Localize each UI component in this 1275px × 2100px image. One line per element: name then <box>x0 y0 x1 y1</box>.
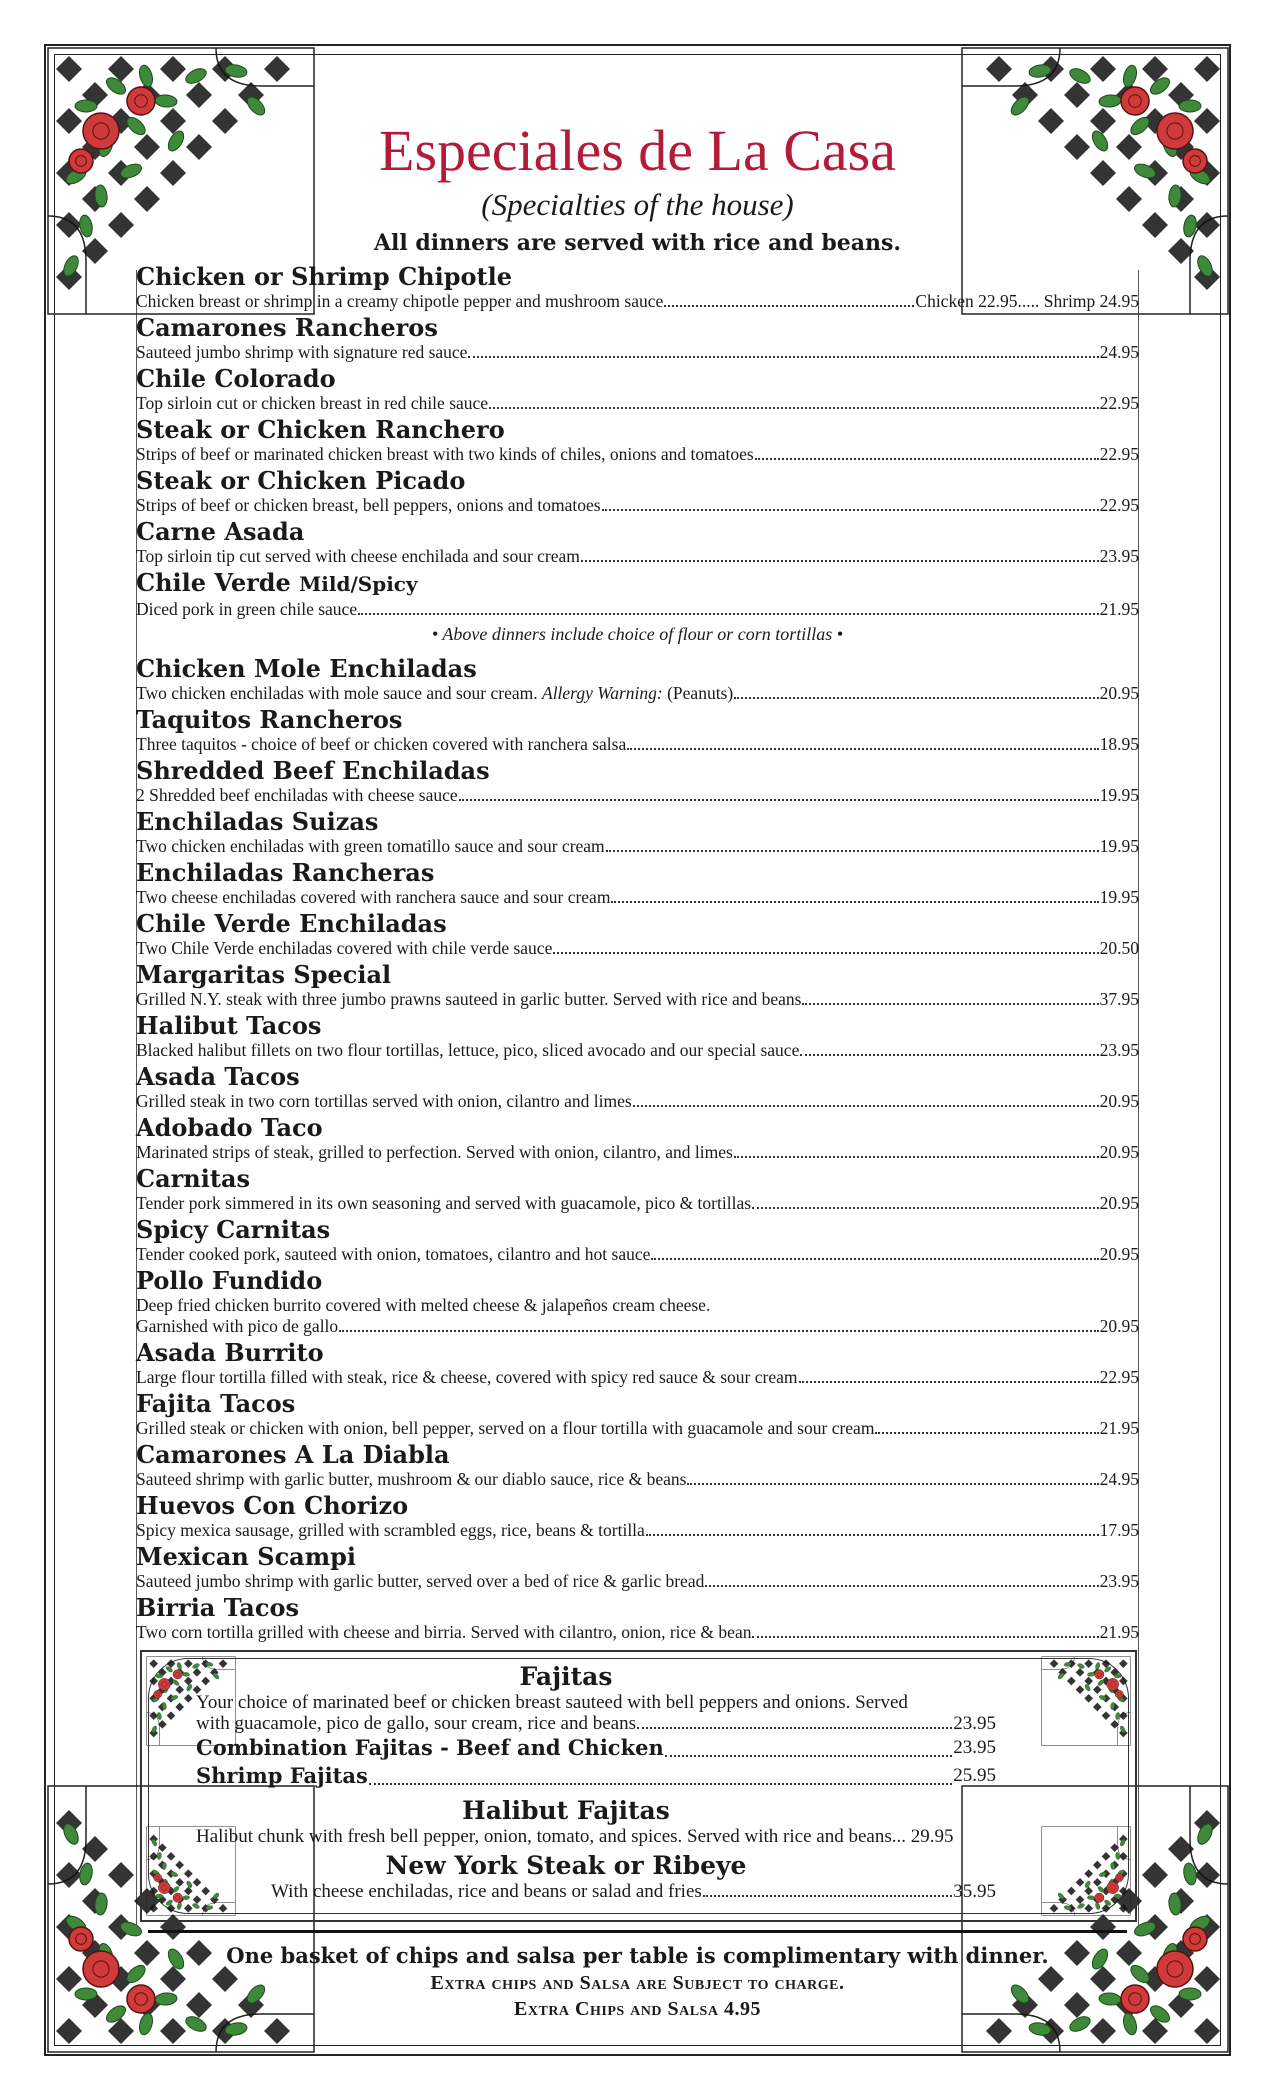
leader-dots <box>734 1142 1099 1163</box>
item-desc: Strips of beef or chicken breast, bell peppers, onions and tomatoes <box>136 495 601 515</box>
item-price: 20.95 <box>1099 1316 1139 1336</box>
item-name: Chicken or Shrimp Chipotle <box>136 262 512 291</box>
item-line <box>136 1520 1139 1541</box>
item-name: Carnitas <box>136 1164 251 1193</box>
item-price: 23.95 <box>1099 1571 1139 1591</box>
item-name: Steak or Chicken Picado <box>136 466 466 495</box>
item-name: Birria Tacos <box>136 1593 299 1622</box>
leader-dots <box>581 546 1099 567</box>
item-name: Enchiladas Rancheras <box>136 858 435 887</box>
item-name: Chicken Mole Enchiladas <box>136 654 477 683</box>
leader-dots <box>755 444 1099 465</box>
menu-item <box>136 1266 1139 1338</box>
item-price: 19.95 <box>1099 785 1139 805</box>
item-line <box>136 836 1139 857</box>
item-name: Taquitos Rancheros <box>136 705 403 734</box>
item-desc: Blacked halibut fillets on two flour tortillas, lettuce, pico, sliced avocado and our special sauce <box>136 1040 800 1060</box>
item-price: 23.95 <box>1099 546 1139 566</box>
menu-item <box>136 1164 1139 1215</box>
extra-chips-note: Extra chips and Salsa are Subject to charge. <box>430 1972 845 1994</box>
leader-dots <box>802 989 1098 1010</box>
leader-dots <box>637 1713 952 1734</box>
item-line <box>136 1367 1139 1388</box>
item-price: 21.95 <box>1099 1622 1139 1642</box>
menu-item <box>136 1113 1139 1164</box>
fajitas-price: 23.95 <box>953 1713 996 1734</box>
menu-header <box>0 118 1275 258</box>
combo-fajitas-name: Combination Fajitas - Beef and Chicken <box>196 1735 664 1760</box>
leader-dots <box>553 938 1098 959</box>
item-line <box>136 1193 1139 1214</box>
item-price: 19.95 <box>1099 836 1139 856</box>
page-title: Especiales de La Casa <box>379 118 896 183</box>
item-name: Chile Verde Enchiladas <box>136 909 447 938</box>
item-line <box>136 291 1139 312</box>
item-price: 21.95 <box>1099 1418 1139 1438</box>
item-price: Chicken 22.95..... Shrimp 24.95 <box>915 291 1139 311</box>
dinner-note: All dinners are served with rice and beans. <box>373 230 902 256</box>
item-desc: Sauteed shrimp with garlic butter, mushroom & our diablo sauce, rice & beans <box>136 1469 687 1489</box>
item-name: Steak or Chicken Ranchero <box>136 415 505 444</box>
menu-item <box>136 1011 1139 1062</box>
item-name: Adobado Taco <box>136 1113 323 1142</box>
item-desc: Two cheese enchiladas covered with ranchera sauce and sour cream <box>136 887 611 907</box>
item-name: Fajita Tacos <box>136 1389 296 1418</box>
item-price: 20.95 <box>1099 1244 1139 1264</box>
menu-item <box>136 858 1139 909</box>
leader-dots <box>611 887 1098 908</box>
fajitas-title: Fajitas <box>519 1662 613 1691</box>
item-price: 22.95 <box>1099 1367 1139 1387</box>
item-line <box>136 495 1139 516</box>
item-desc: Two chicken enchiladas with mole sauce and sour cream. Allergy Warning: (Peanuts) <box>136 683 734 703</box>
fajitas-desc-cont: with guacamole, pico de gallo, sour cream, rice and beans <box>196 1713 636 1734</box>
item-desc: Diced pork in green chile sauce <box>136 599 358 619</box>
item-line <box>136 887 1139 908</box>
item-desc: Two Chile Verde enchiladas covered with chile verde sauce <box>136 938 553 958</box>
item-line <box>136 1469 1139 1490</box>
item-line <box>136 734 1139 755</box>
item-name: Asada Burrito <box>136 1338 324 1367</box>
item-desc: Sauteed jumbo shrimp with garlic butter, served over a bed of rice & garlic bread <box>136 1571 705 1591</box>
tortilla-note: • Above dinners include choice of flour or corn tortillas • <box>431 624 844 644</box>
leader-dots <box>752 1193 1099 1214</box>
item-line <box>136 1418 1139 1439</box>
fajitas-desc-line <box>196 1713 996 1734</box>
menu-item <box>136 1542 1139 1593</box>
steak-desc: With cheese enchiladas, rice and beans or salad and fries <box>271 1881 702 1902</box>
leader-dots <box>687 1469 1098 1490</box>
leader-dots <box>800 1040 1098 1061</box>
halibut-fajitas-price: 29.95 <box>910 1826 954 1847</box>
menu-item <box>136 960 1139 1011</box>
item-price: 22.95 <box>1099 444 1139 464</box>
footer <box>0 1942 1275 2022</box>
item-desc: Chicken breast or shrimp in a creamy chipotle pepper and mushroom sauce <box>136 291 664 311</box>
item-desc: Tender cooked pork, sauteed with onion, tomatoes, cilantro and hot sauce <box>136 1244 651 1264</box>
item-desc: 2 Shredded beef enchiladas with cheese sauce <box>136 785 458 805</box>
leader-dots <box>369 1762 952 1790</box>
leader-dots <box>633 1091 1099 1112</box>
item-line <box>136 989 1139 1010</box>
leader-dots <box>665 1734 952 1762</box>
item-desc: Two corn tortilla grilled with cheese and birria. Served with cilantro, onion, rice & bean <box>136 1622 752 1642</box>
menu-item <box>136 756 1139 807</box>
item-name-suffix: Mild/Spicy <box>299 572 418 596</box>
menu-item <box>136 807 1139 858</box>
item-desc: Sauteed jumbo shrimp with signature red sauce <box>136 342 468 362</box>
menu-item <box>136 1389 1139 1440</box>
item-name: Asada Tacos <box>136 1062 300 1091</box>
item-name: Enchiladas Suizas <box>136 807 379 836</box>
footer-divider <box>148 1930 1127 1933</box>
menu-item <box>136 364 1139 415</box>
item-desc: Garnished with pico de gallo <box>136 1316 339 1336</box>
menu-item <box>136 1062 1139 1113</box>
leader-dots <box>489 393 1099 414</box>
item-line <box>136 1040 1139 1061</box>
item-desc: Tender pork simmered in its own seasoning and served with guacamole, pico & tortillas <box>136 1193 752 1213</box>
menu-item <box>136 415 1139 466</box>
menu-item <box>136 909 1139 960</box>
item-line <box>136 444 1139 465</box>
menu-item <box>136 1593 1139 1644</box>
halibut-fajitas-desc: Halibut chunk with fresh bell pepper, onion, tomato, and spices. Served with rice and beans... <box>196 1826 906 1847</box>
combo-fajitas-price: 23.95 <box>953 1737 996 1758</box>
item-desc: Marinated strips of steak, grilled to perfection. Served with onion, cilantro, and limes <box>136 1142 733 1162</box>
item-price: 24.95 <box>1099 342 1139 362</box>
steak-price: 35.95 <box>953 1881 996 1902</box>
item-name: Pollo Fundido <box>136 1266 323 1295</box>
extra-chips-price: Extra Chips and Salsa 4.95 <box>514 1998 761 2020</box>
item-desc: Deep fried chicken burrito covered with melted cheese & jalapeños cream cheese. <box>136 1295 711 1315</box>
item-desc: Grilled N.Y. steak with three jumbo prawns sauteed in garlic butter. Served with rice and beans <box>136 989 802 1009</box>
leader-dots <box>705 1571 1098 1592</box>
allergy-warning-label: Allergy Warning: <box>542 683 663 703</box>
item-price: 20.95 <box>1099 1091 1139 1111</box>
item-name: Camarones Rancheros <box>136 313 438 342</box>
menu-item <box>136 654 1139 705</box>
item-price: 22.95 <box>1099 393 1139 413</box>
item-line <box>136 785 1139 806</box>
item-desc: Spicy mexica sausage, grilled with scrambled eggs, rice, beans & tortilla <box>136 1520 645 1540</box>
item-price: 18.95 <box>1099 734 1139 754</box>
item-desc: Strips of beef or marinated chicken breast with two kinds of chiles, onions and tomatoes <box>136 444 754 464</box>
leader-dots <box>734 683 1098 704</box>
halibut-fajitas-line <box>196 1826 1096 1847</box>
item-price: 21.95 <box>1099 599 1139 619</box>
item-name: Shredded Beef Enchiladas <box>136 756 490 785</box>
chips-note: One basket of chips and salsa per table is complimentary with dinner. <box>226 1943 1049 1968</box>
menu-item <box>136 1338 1139 1389</box>
item-desc: Top sirloin tip cut served with cheese enchilada and sour cream <box>136 546 580 566</box>
item-name: Carne Asada <box>136 517 305 546</box>
menu-list <box>136 262 1139 1644</box>
item-price: 23.95 <box>1099 1040 1139 1060</box>
item-price: 20.95 <box>1099 683 1139 703</box>
leader-dots <box>664 291 914 312</box>
item-desc: Grilled steak or chicken with onion, bell pepper, served on a flour tortilla with guacamole and sour cream <box>136 1418 875 1438</box>
steak-title: New York Steak or Ribeye <box>385 1851 747 1880</box>
leader-dots <box>875 1418 1098 1439</box>
leader-dots <box>602 495 1099 516</box>
leader-dots <box>606 836 1099 857</box>
leader-dots <box>752 1622 1098 1643</box>
menu-item <box>136 466 1139 517</box>
item-line <box>136 599 1139 620</box>
item-price: 20.95 <box>1099 1193 1139 1213</box>
item-price: 20.50 <box>1099 938 1139 958</box>
menu-item <box>136 517 1139 568</box>
item-line <box>136 938 1139 959</box>
allergy-text: (Peanuts) <box>667 683 734 703</box>
item-line <box>136 1622 1139 1643</box>
steak-line <box>271 1881 996 1902</box>
menu-item <box>136 1440 1139 1491</box>
shrimp-fajitas-price: 25.95 <box>953 1765 996 1786</box>
item-price: 37.95 <box>1099 989 1139 1009</box>
leader-dots <box>468 342 1098 363</box>
shrimp-fajitas-line <box>196 1762 996 1790</box>
item-name: Spicy Carnitas <box>136 1215 331 1244</box>
shrimp-fajitas-name: Shrimp Fajitas <box>196 1763 368 1788</box>
item-name: Halibut Tacos <box>136 1011 322 1040</box>
page-subtitle: (Specialties of the house) <box>481 187 794 222</box>
item-name: Huevos Con Chorizo <box>136 1491 409 1520</box>
item-line <box>136 342 1139 363</box>
item-line <box>136 1091 1139 1112</box>
halibut-fajitas-title: Halibut Fajitas <box>462 1796 670 1825</box>
item-price: 22.95 <box>1099 495 1139 515</box>
item-line <box>136 1142 1139 1163</box>
menu-item <box>136 568 1139 619</box>
item-line <box>136 1316 1139 1337</box>
item-desc: Two chicken enchiladas with green tomatillo sauce and sour cream <box>136 836 605 856</box>
leader-dots <box>339 1316 1098 1337</box>
item-line <box>136 393 1139 414</box>
fajitas-content <box>196 1662 1096 1902</box>
item-name: Margaritas Special <box>136 960 392 989</box>
leader-dots <box>651 1244 1098 1265</box>
menu-item <box>136 1491 1139 1542</box>
item-desc: Three taquitos - choice of beef or chicken covered with ranchera salsa <box>136 734 627 754</box>
item-desc: Large flour tortilla filled with steak, rice & cheese, covered with spicy red sauce & sour cream <box>136 1367 798 1387</box>
menu-item <box>136 705 1139 756</box>
item-line <box>136 1571 1139 1592</box>
leader-dots <box>459 785 1099 806</box>
menu-item <box>136 1215 1139 1266</box>
leader-dots <box>627 734 1098 755</box>
leader-dots <box>358 599 1099 620</box>
item-line <box>136 683 1139 704</box>
item-name: Chile Verde Mild/Spicy <box>136 568 418 597</box>
leader-dots <box>646 1520 1099 1541</box>
leader-dots <box>703 1881 952 1902</box>
item-price: 20.95 <box>1099 1142 1139 1162</box>
item-line <box>136 546 1139 567</box>
item-price: 17.95 <box>1099 1520 1139 1540</box>
item-name: Mexican Scampi <box>136 1542 357 1571</box>
item-price: 24.95 <box>1099 1469 1139 1489</box>
item-desc: Grilled steak in two corn tortillas served with onion, cilantro and limes <box>136 1091 632 1111</box>
item-name: Camarones A La Diabla <box>136 1440 450 1469</box>
item-line <box>136 1244 1139 1265</box>
item-name: Chile Colorado <box>136 364 336 393</box>
menu-item <box>136 262 1139 313</box>
fajitas-desc: Your choice of marinated beef or chicken breast sauteed with bell peppers and onions. Served <box>196 1692 908 1713</box>
item-desc: Top sirloin cut or chicken breast in red chile sauce <box>136 393 489 413</box>
combo-fajitas-line <box>196 1734 996 1762</box>
item-price: 19.95 <box>1099 887 1139 907</box>
menu-item <box>136 313 1139 364</box>
leader-dots <box>799 1367 1099 1388</box>
